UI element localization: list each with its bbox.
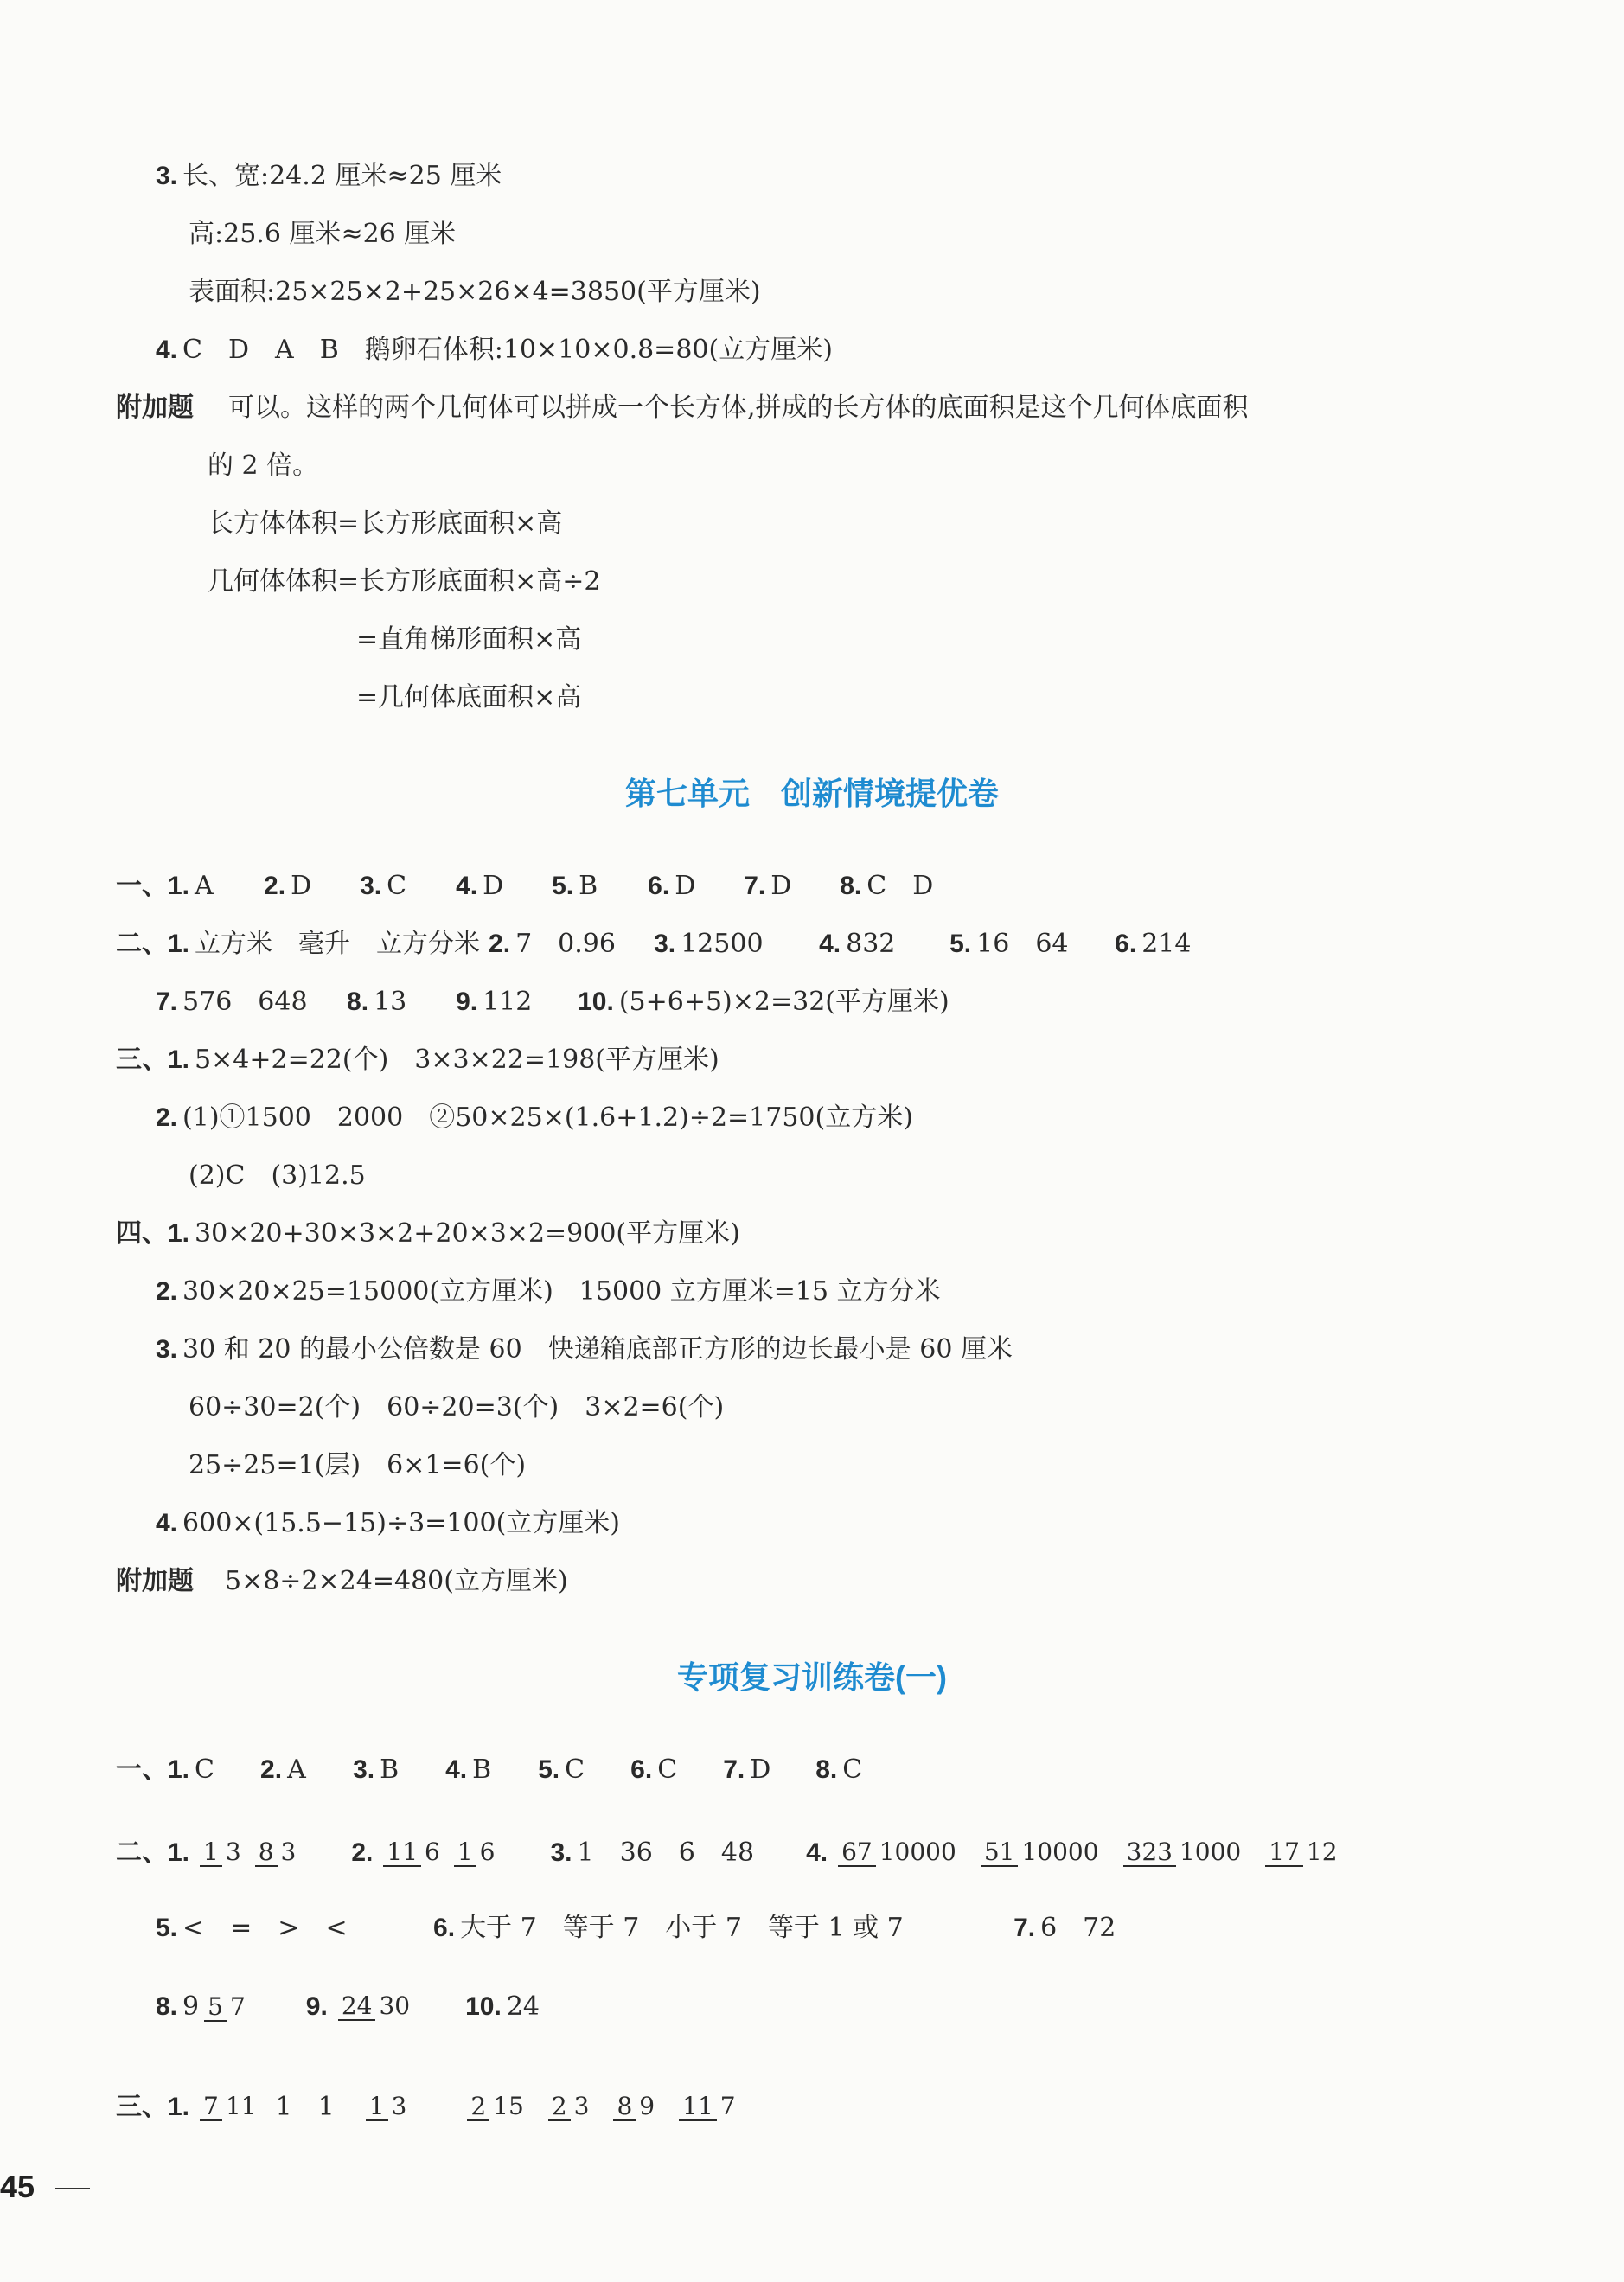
denominator: 12 (1306, 1838, 1338, 1866)
fraction (255, 1839, 300, 1867)
q4-line (156, 333, 833, 368)
q4-number: 4. (156, 336, 178, 364)
fraction (338, 1993, 413, 2021)
numerator: 2 (548, 2093, 571, 2121)
denominator: 30 (379, 1991, 411, 2020)
item-number: 10. (578, 988, 614, 1016)
denominator: 7 (229, 1992, 246, 2021)
fraction (613, 2093, 658, 2121)
extra-line6 (356, 681, 581, 715)
item-number: 5. (552, 872, 574, 900)
denominator: 6 (425, 1838, 440, 1866)
numerator: 11 (679, 2093, 717, 2121)
fraction (200, 2093, 259, 2121)
item-answer: C (387, 871, 407, 901)
section-label: 三、 (116, 2093, 168, 2121)
item-number: 6. (648, 872, 670, 900)
item-number: 3. (550, 1838, 572, 1867)
section-label: 二、 (116, 930, 168, 958)
item-number: 1. (168, 2093, 190, 2121)
unit7-s2-row1 (116, 927, 1191, 962)
unit7-s4-q3b (189, 1390, 724, 1425)
item-number: 3. (654, 930, 676, 958)
item-number: 4. (456, 872, 478, 900)
q3-number: 3. (156, 162, 178, 190)
item-answer: 5×4+2=22(个) 3×3×22=198(平方厘米) (195, 1045, 719, 1075)
item-answer: C (657, 1755, 678, 1785)
item-number: 3. (156, 1335, 178, 1364)
q3-line2 (189, 217, 456, 252)
item-answer: 立方米 毫升 立方分米 (195, 929, 481, 959)
item-number: 2. (156, 1103, 178, 1132)
item-number: 8. (815, 1755, 838, 1784)
unit7-s4-q3c (189, 1448, 526, 1483)
extra-text-4: 几何体体积=长方形底面积×高÷2 (208, 566, 601, 597)
item-number: 8. (347, 988, 369, 1016)
item-number: 2. (264, 872, 286, 900)
extra-text-2: 的 2 倍。 (208, 451, 319, 481)
item-number: 6. (630, 1755, 653, 1784)
item-answer: 112 (483, 987, 533, 1017)
item-number: 5. (538, 1755, 560, 1784)
item-number: 4. (445, 1755, 468, 1784)
numerator: 51 (981, 1839, 1019, 1867)
item-answer: 30×20×25=15000(立方厘米) 15000 立方厘米=15 立方分米 (182, 1276, 941, 1307)
item-number: 1. (168, 1219, 190, 1248)
item-answer: 30 和 20 的最小公倍数是 60 快递箱底部正方形的边长最小是 60 厘米 (182, 1334, 1013, 1365)
item-answer: D (770, 871, 792, 901)
unit7-s1-row (116, 869, 933, 904)
item-answer: 12500 (681, 929, 764, 959)
unit7-s4-q4 (156, 1506, 620, 1541)
fraction (981, 1839, 1103, 1867)
unit7-title: 第七单元 创新情境提优卷 (624, 776, 999, 811)
item-answer: 16 64 (976, 929, 1069, 959)
denominator: 1000 (1179, 1838, 1242, 1866)
item-number: 1. (168, 1755, 190, 1784)
review1-s2-row2 (156, 1911, 1116, 1946)
q4-text: C D A B 鹅卵石体积:10×10×0.8=80(立方厘米) (182, 335, 833, 365)
item-answer: 13 (374, 987, 407, 1017)
extra-label: 附加题 (116, 393, 194, 422)
q3-text: 长、宽:24.2 厘米≈25 厘米 (182, 161, 502, 191)
extra-line5 (356, 623, 581, 657)
numerator: 7 (200, 2093, 222, 2121)
item-answer: C D (866, 871, 934, 901)
unit7-s4-q1 (116, 1217, 740, 1251)
item-answer: 1 (275, 2092, 292, 2122)
item-number: 1. (168, 1838, 190, 1867)
numerator: 11 (383, 1839, 421, 1867)
item-number: 8. (156, 1992, 178, 2021)
numerator: 2 (467, 2093, 489, 2121)
item-answer: D (483, 871, 504, 901)
section-label: 一、 (116, 872, 168, 900)
item-answer: (1)①1500 2000 ②50×25×(1.6+1.2)÷2=1750(立方米) (182, 1103, 913, 1133)
item-number: 9. (305, 1992, 328, 2021)
item-number: 1. (168, 930, 190, 958)
denominator: 11 (225, 2092, 257, 2120)
item-answer: C (195, 1755, 214, 1785)
denominator: 6 (479, 1838, 496, 1866)
review1-s2-row3 (156, 1977, 540, 2037)
item-number: 8. (840, 872, 862, 900)
item-answer: < = > < (182, 1913, 348, 1943)
extra-label: 附加题 (116, 1567, 194, 1595)
item-answer: D (291, 871, 312, 901)
extra-text-6: =几何体底面积×高 (356, 682, 582, 713)
item-number: 10. (465, 1992, 502, 2021)
item-answer: C (842, 1755, 863, 1785)
denominator: 7 (719, 2092, 736, 2120)
fraction (366, 2093, 411, 2121)
page-number-rule (55, 2188, 90, 2189)
section-label: 三、 (116, 1045, 168, 1074)
item-answer: 25÷25=1(层) 6×1=6(个) (189, 1450, 527, 1480)
item-answer: 1 (317, 2092, 335, 2122)
item-number: 5. (156, 1914, 178, 1942)
section-label: 一、 (116, 1755, 168, 1784)
item-answer: 5×8÷2×24=480(立方厘米) (225, 1566, 568, 1596)
extra-line2 (208, 449, 318, 483)
item-answer: 60÷30=2(个) 60÷20=3(个) 3×2=6(个) (189, 1392, 725, 1422)
q3-line1 (156, 159, 502, 194)
fraction (200, 1839, 245, 1867)
mixed-number (182, 1990, 254, 2024)
numerator: 67 (838, 1839, 876, 1867)
unit7-s4-q2 (156, 1275, 941, 1309)
item-number: 7. (723, 1755, 745, 1784)
denominator: 3 (280, 1838, 297, 1866)
numerator: 17 (1265, 1839, 1303, 1867)
item-number: 3. (360, 872, 382, 900)
item-number: 2. (351, 1838, 374, 1867)
item-answer: D (675, 871, 696, 901)
unit7-s2-row2 (156, 985, 949, 1020)
numerator: 1 (200, 1839, 222, 1867)
q3-text-2: 高:25.6 厘米≈26 厘米 (189, 219, 457, 249)
numerator: 8 (255, 1839, 278, 1867)
numerator: 323 (1123, 1839, 1176, 1867)
item-answer: D (750, 1755, 771, 1785)
page-number: 45 (0, 2169, 35, 2204)
item-number: 6. (1115, 930, 1137, 958)
denominator: 3 (225, 1838, 241, 1866)
item-number: 2. (260, 1755, 283, 1784)
item-answer: 832 (846, 929, 896, 959)
item-number: 2. (156, 1277, 178, 1306)
item-number: 5. (949, 930, 972, 958)
extra-text-1: 可以。这样的两个几何体可以拼成一个长方体,拼成的长方体的底面积是这个几何体底面积 (228, 393, 1249, 423)
item-answer: C (565, 1755, 585, 1785)
fraction (1265, 1839, 1340, 1867)
unit7-s3-q2 (156, 1101, 913, 1135)
numerator: 1 (454, 1839, 476, 1867)
item-answer: 214 (1141, 929, 1192, 959)
denominator: 3 (391, 2092, 407, 2120)
numerator: 8 (613, 2093, 636, 2121)
fraction (383, 1839, 443, 1867)
item-number: 4. (819, 930, 841, 958)
item-answer: 6 72 (1040, 1913, 1116, 1943)
extra-line1 (116, 391, 1249, 425)
item-answer: 大于 7 等于 7 小于 7 等于 1 或 7 (460, 1913, 904, 1943)
unit7-extra (116, 1564, 568, 1599)
unit7-s3-q1 (116, 1043, 719, 1077)
item-answer: (5+6+5)×2=32(平方厘米) (618, 987, 949, 1017)
item-number: 7. (744, 872, 766, 900)
section-label: 四、 (116, 1219, 168, 1248)
item-number: 3. (353, 1755, 375, 1784)
numerator: 5 (204, 1994, 227, 2022)
item-number: 4. (806, 1838, 828, 1867)
fraction (467, 2093, 527, 2121)
fraction (679, 2093, 738, 2121)
extra-line4 (208, 565, 601, 599)
item-answer: 600×(15.5−15)÷3=100(立方厘米) (182, 1508, 620, 1538)
item-number: 6. (433, 1914, 456, 1942)
q3-line3 (189, 275, 761, 310)
review1-s3-row1 (116, 2077, 745, 2138)
item-number: 1. (168, 1045, 190, 1074)
review1-title: 专项复习训练卷(一) (677, 1659, 947, 1695)
fraction (454, 1839, 499, 1867)
denominator: 10000 (879, 1838, 956, 1866)
extra-text-3: 长方体体积=长方形底面积×高 (208, 508, 563, 539)
item-number: 9. (456, 988, 478, 1016)
extra-text-5: =直角梯形面积×高 (356, 624, 582, 655)
whole-part: 9 (182, 1991, 200, 2022)
item-answer: 576 648 (182, 987, 308, 1017)
denominator: 3 (573, 2092, 590, 2120)
item-answer: A (287, 1755, 306, 1785)
item-answer: B (380, 1755, 400, 1785)
item-answer: 30×20+30×3×2+20×3×2=900(平方厘米) (195, 1218, 740, 1249)
item-number: 1. (168, 872, 190, 900)
section-label: 二、 (116, 1838, 168, 1867)
unit7-s4-q3 (156, 1333, 1013, 1367)
item-number: 2. (489, 930, 511, 958)
numerator: 1 (366, 2093, 388, 2121)
fraction (548, 2093, 593, 2121)
item-answer: 1 36 6 48 (577, 1838, 755, 1868)
item-number: 7. (156, 988, 178, 1016)
extra-line3 (208, 507, 562, 541)
denominator: 9 (639, 2092, 655, 2120)
item-answer: 7 0.96 (515, 929, 616, 959)
item-answer: B (579, 871, 598, 901)
q3-text-3: 表面积:25×25×2+25×26×4=3850(平方厘米) (189, 277, 761, 307)
numerator: 24 (338, 1993, 376, 2021)
item-answer: (2)C (3)12.5 (189, 1160, 366, 1191)
item-answer: 24 (506, 1991, 540, 2022)
denominator: 15 (493, 2092, 524, 2120)
item-number: 4. (156, 1509, 178, 1537)
item-number: 7. (1013, 1914, 1036, 1942)
fraction (838, 1839, 960, 1867)
fraction (204, 1994, 249, 2022)
denominator: 10000 (1021, 1838, 1099, 1866)
item-answer: B (472, 1755, 492, 1785)
fraction (1123, 1839, 1245, 1867)
unit7-s3-q2b (189, 1159, 366, 1193)
review1-s1-row (116, 1753, 862, 1787)
item-answer: A (195, 871, 214, 901)
review1-s2-row1 (116, 1823, 1346, 1883)
